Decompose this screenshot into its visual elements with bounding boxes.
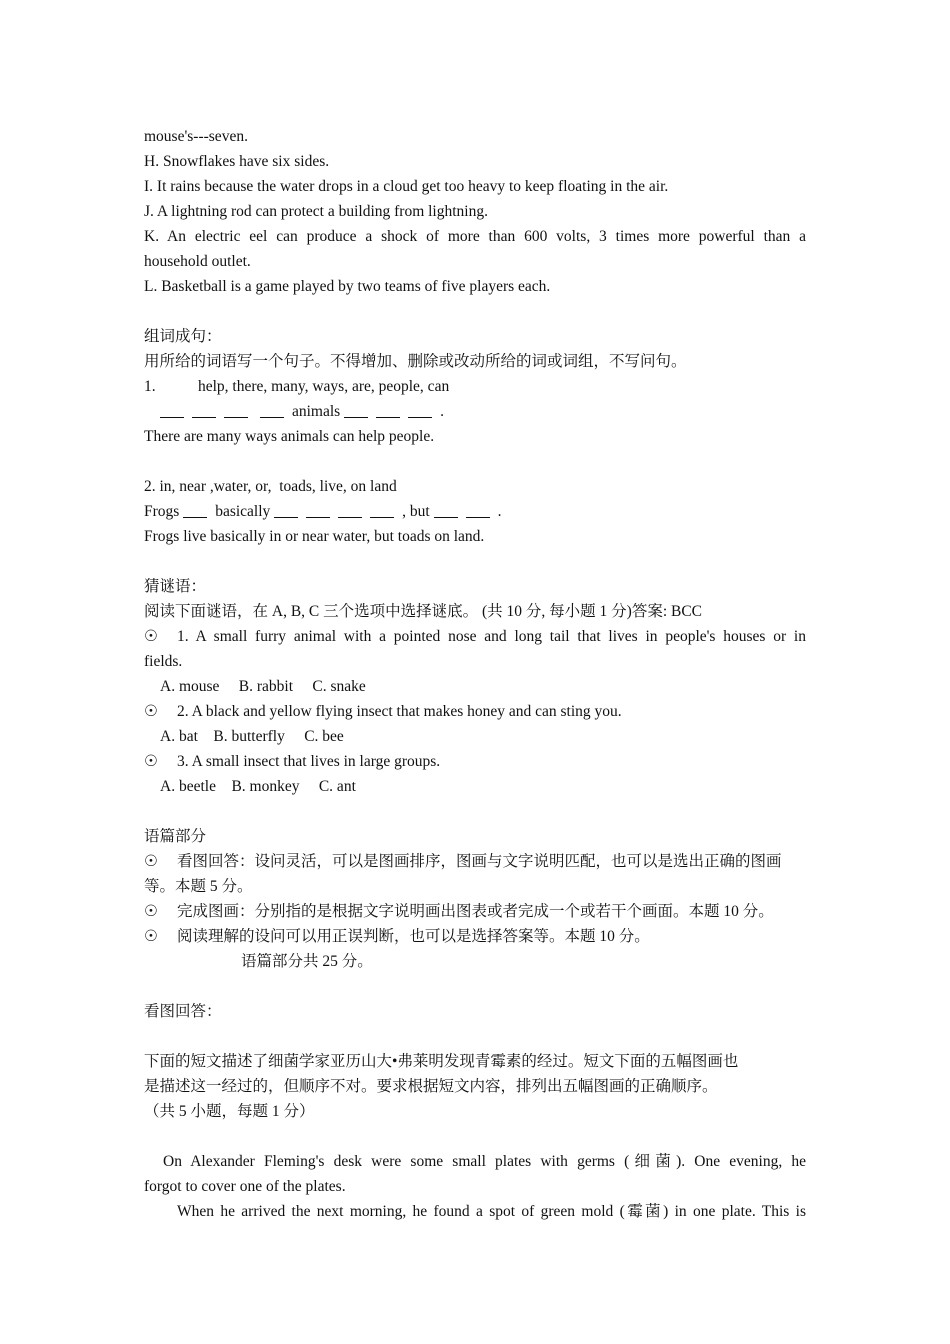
riddles-instruction: 阅读下面谜语，在 A, B, C 三个选项中选择谜底。 (共 10 分, 每小题 1 分)答案: BCC [144, 603, 703, 620]
document-body [144, 124, 806, 1224]
question-1-word-list: help, there, many, ways, are, people, can [198, 378, 450, 395]
circle-dot-icon: ☉ [144, 928, 158, 945]
sentence-building-heading: 组词成句： [144, 328, 222, 345]
question-1-answer: There are many ways animals can help people. [144, 428, 435, 445]
circle-dot-icon: ☉ [144, 703, 158, 720]
question-2-words: 2. in, near ,water, or, toads, live, on land [144, 478, 397, 495]
circle-dot-icon: ☉ [144, 628, 158, 645]
sentence-building-instruction: 用所给的词语写一个句子。不得增加、删除或改动所给的词或词组，不写问句。 [144, 353, 687, 370]
picture-answer-heading: 看图回答： [144, 1003, 222, 1020]
question-1-given-word: animals [292, 403, 341, 420]
passage-item-2: ☉ 完成图画：分别指的是根据文字说明画出图表或者完成一个或若干个画面。本题 10 分。 [144, 899, 806, 924]
fact-h: H. Snowflakes have six sides. [144, 153, 330, 170]
story-line3: When he arrived the next morning, he found a spot of green mold (霉菌) in one plate. This is [177, 1203, 806, 1220]
fact-l: L. Basketball is a game played by two teams of five players each. [144, 278, 551, 295]
picture-answer-intro-line1: 下面的短文描述了细菌学家亚历山大•弗莱明发现青霉素的经过。短文下面的五幅图画也 [144, 1053, 739, 1070]
fact-k-line1: K. An electric eel can produce a shock of more than 600 volts, 3 times more powerful than a [144, 228, 806, 245]
picture-answer-intro-line2: 是描述这一经过的，但顺序不对。要求根据短文内容，排列出五幅图画的正确顺序。 [144, 1078, 718, 1095]
passage-item-1-line2: 等。本题 5 分。 [144, 878, 253, 895]
passage-section-total: 语篇部分共 25 分。 [241, 953, 373, 970]
circle-dot-icon: ☉ [144, 853, 158, 870]
story-line1: On Alexander Fleming's desk were some small plates with germs (细菌). One evening, he [163, 1153, 806, 1170]
riddles-heading: 猜谜语： [144, 578, 207, 595]
circle-dot-icon: ☉ [144, 903, 158, 920]
riddle-3-options: A. beetle B. monkey C. ant [160, 778, 356, 795]
riddle-3: ☉ 3. A small insect that lives in large groups. [144, 749, 806, 774]
circle-dot-icon: ☉ [144, 753, 158, 770]
question-1-number: 1. [144, 378, 156, 395]
story-line2: forgot to cover one of the plates. [144, 1178, 346, 1195]
question-2-blanks: Frogs basically , but . [144, 503, 502, 520]
fact-j: J. A lightning rod can protect a building from lightning. [144, 203, 488, 220]
fact-i: I. It rains because the water drops in a cloud get too heavy to keep floating in the air. [144, 178, 669, 195]
passage-item-3: ☉ 阅读理解的设问可以用正误判断，也可以是选择答案等。本题 10 分。 [144, 924, 806, 949]
riddle-1-options: A. mouse B. rabbit C. snake [160, 678, 366, 695]
question-2-answer: Frogs live basically in or near water, but toads on land. [144, 528, 485, 545]
riddle-1-line2: fields. [144, 653, 183, 670]
passage-item-1-line1: ☉ 看图回答：设问灵活，可以是图画排序，图画与文字说明匹配，也可以是选出正确的图画 [144, 849, 806, 874]
question-1-words [144, 374, 806, 399]
riddle-2-options: A. bat B. butterfly C. bee [160, 728, 344, 745]
fact-g-tail: mouse's---seven. [144, 128, 248, 145]
question-1-blanks: animals . [144, 399, 806, 424]
passage-section-heading: 语篇部分 [144, 828, 207, 845]
picture-answer-intro-line3: （共 5 小题，每题 1 分） [144, 1103, 315, 1120]
riddle-1-line1: ☉ 1. A small furry animal with a pointed nose and long tail that lives in people's houses or in [144, 624, 806, 649]
fact-k-line2: household outlet. [144, 253, 251, 270]
riddle-2: ☉ 2. A black and yellow flying insect that makes honey and can sting you. [144, 699, 806, 724]
